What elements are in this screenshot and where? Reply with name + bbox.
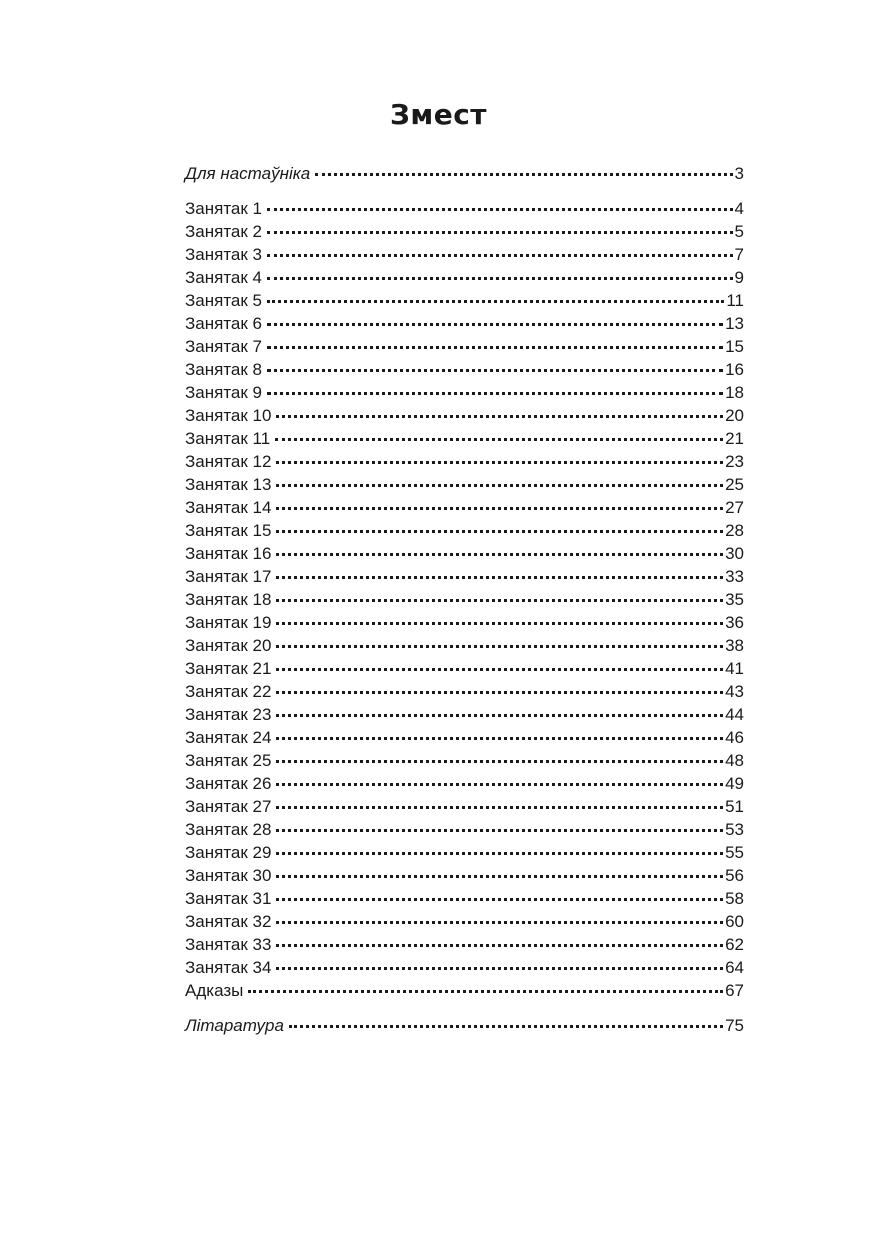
toc-entry [185, 680, 744, 703]
toc-entry-page-number: 41 [725, 659, 744, 678]
toc-entry-label: Занятак 32 [185, 912, 272, 931]
toc-entry [185, 496, 744, 519]
toc-entry-label: Занятак 15 [185, 521, 272, 540]
toc-entry-page-number: 25 [725, 475, 744, 494]
toc-entry [185, 519, 744, 542]
toc-entry-label: Занятак 3 [185, 245, 262, 264]
page-title: Змест [389, 98, 488, 131]
toc-entry-label: Літаратура [185, 1016, 284, 1035]
toc-entry [185, 864, 744, 887]
toc-entry-label: Занятак 34 [185, 958, 272, 977]
toc-entry-page-number: 53 [725, 820, 744, 839]
dot-leader [276, 967, 723, 970]
toc-entry-page-number: 56 [725, 866, 744, 885]
toc-entry-label: Занятак 26 [185, 774, 272, 793]
toc-entry-label: Занятак 31 [185, 889, 272, 908]
dot-leader [315, 173, 732, 176]
toc-entry-label: Занятак 23 [185, 705, 272, 724]
toc-entry-label: Занятак 11 [185, 429, 271, 448]
dot-leader [267, 254, 733, 257]
toc-entry-label: Занятак 28 [185, 820, 272, 839]
dot-leader [276, 921, 723, 924]
toc-entry-page-number: 18 [725, 383, 744, 402]
toc-entry [185, 887, 744, 910]
toc-entry [185, 427, 744, 450]
toc-entry [185, 335, 744, 358]
toc-entry-page-number: 35 [725, 590, 744, 609]
toc-entry [185, 220, 744, 243]
toc-entry-page-number: 67 [725, 981, 744, 1000]
toc-entry [185, 749, 744, 772]
toc-entry-page-number: 11 [726, 291, 744, 310]
toc-entry [185, 933, 744, 956]
toc-entry-page-number: 64 [725, 958, 744, 977]
toc-entry-page-number: 48 [725, 751, 744, 770]
dot-leader [267, 346, 723, 349]
toc-entry-page-number: 15 [725, 337, 744, 356]
dot-leader [248, 990, 723, 993]
toc-entry-page-number: 27 [725, 498, 744, 517]
toc-entry-label: Занятак 2 [185, 222, 262, 241]
toc-entry-page-number: 13 [725, 314, 744, 333]
dot-leader [276, 507, 723, 510]
toc-entry-label: Занятак 5 [185, 291, 262, 310]
dot-leader [276, 691, 723, 694]
dot-leader [276, 415, 723, 418]
dot-leader [276, 944, 723, 947]
toc-entry-label: Занятак 13 [185, 475, 272, 494]
dot-leader [276, 553, 723, 556]
toc-entry [185, 956, 744, 979]
toc-entry-label: Занятак 19 [185, 613, 272, 632]
toc-entry-label: Занятак 4 [185, 268, 262, 287]
toc-entry-page-number: 7 [734, 245, 744, 264]
toc-entry-label: Занятак 7 [185, 337, 262, 356]
toc-entry-page-number: 43 [725, 682, 744, 701]
toc-entry-label: Занятак 6 [185, 314, 262, 333]
toc-entry [185, 1014, 744, 1037]
dot-leader [267, 231, 733, 234]
toc-entry-page-number: 36 [725, 613, 744, 632]
toc-entry-page-number: 60 [725, 912, 744, 931]
dot-leader [267, 208, 733, 211]
toc-entry-page-number: 49 [725, 774, 744, 793]
toc-entry-page-number: 9 [734, 268, 744, 287]
toc-entry [185, 703, 744, 726]
toc-entry-page-number: 51 [725, 797, 744, 816]
dot-leader [276, 783, 723, 786]
dot-leader [276, 599, 723, 602]
dot-leader [276, 806, 723, 809]
toc-entry [185, 565, 744, 588]
toc-entry [185, 473, 744, 496]
toc-entry-label: Занятак 17 [185, 567, 272, 586]
dot-leader [276, 530, 723, 533]
dot-leader [276, 576, 723, 579]
toc-entry [185, 450, 744, 473]
dot-leader [289, 1025, 723, 1028]
toc-entry [185, 162, 744, 185]
toc-entry-page-number: 28 [725, 521, 744, 540]
toc-entry-label: Занятак 22 [185, 682, 272, 701]
dot-leader [276, 898, 723, 901]
dot-leader [267, 323, 723, 326]
toc-entry-label: Занятак 10 [185, 406, 272, 425]
toc-entry-page-number: 20 [725, 406, 744, 425]
toc-entry [185, 243, 744, 266]
dot-leader [276, 737, 723, 740]
dot-leader [267, 369, 723, 372]
toc-entry-label: Занятак 16 [185, 544, 272, 563]
toc-entry-label: Занятак 1 [185, 199, 262, 218]
toc-entry-page-number: 33 [725, 567, 744, 586]
toc-entry-page-number: 38 [725, 636, 744, 655]
toc-entry-label: Занятак 25 [185, 751, 272, 770]
dot-leader [275, 438, 723, 441]
toc-entry-page-number: 30 [725, 544, 744, 563]
toc-entry-label: Занятак 21 [185, 659, 272, 678]
toc-entry-label: Занятак 27 [185, 797, 272, 816]
dot-leader [267, 277, 733, 280]
toc-entry [185, 266, 744, 289]
toc-entry-page-number: 55 [725, 843, 744, 862]
toc-entry-page-number: 23 [725, 452, 744, 471]
toc-entry [185, 795, 744, 818]
toc-entry [185, 772, 744, 795]
dot-leader [276, 875, 723, 878]
toc-entry [185, 404, 744, 427]
toc-entry [185, 726, 744, 749]
dot-leader [276, 622, 723, 625]
toc-entry-page-number: 16 [725, 360, 744, 379]
toc-entry [185, 381, 744, 404]
toc-entry [185, 657, 744, 680]
toc-entry [185, 312, 744, 335]
toc-entry-page-number: 46 [725, 728, 744, 747]
toc-entry-page-number: 4 [734, 199, 744, 218]
toc-entry [185, 197, 744, 220]
toc-entry-label: Занятак 12 [185, 452, 272, 471]
dot-leader [276, 829, 723, 832]
toc-entry-label: Занятак 33 [185, 935, 272, 954]
table-of-contents [185, 162, 744, 1037]
toc-entry-label: Адказы [185, 981, 244, 1000]
toc-entry [185, 289, 744, 312]
toc-entry [185, 910, 744, 933]
dot-leader [276, 714, 723, 717]
dot-leader [276, 484, 723, 487]
dot-leader [276, 852, 723, 855]
toc-entry [185, 841, 744, 864]
dot-leader [276, 760, 723, 763]
toc-entry [185, 588, 744, 611]
toc-entry-label: Занятак 20 [185, 636, 272, 655]
toc-entry-label: Для настаўніка [185, 164, 311, 183]
toc-entry-page-number: 21 [725, 429, 744, 448]
dot-leader [276, 645, 723, 648]
toc-entry [185, 979, 744, 1002]
toc-entry-label: Занятак 8 [185, 360, 262, 379]
toc-entry-label: Занятак 24 [185, 728, 272, 747]
toc-entry [185, 818, 744, 841]
toc-entry-page-number: 5 [734, 222, 744, 241]
toc-entry [185, 358, 744, 381]
toc-entry [185, 611, 744, 634]
toc-entry-page-number: 44 [725, 705, 744, 724]
toc-entry-label: Занятак 18 [185, 590, 272, 609]
toc-entry [185, 634, 744, 657]
toc-entry-page-number: 62 [725, 935, 744, 954]
toc-entry-page-number: 75 [725, 1016, 744, 1035]
dot-leader [267, 392, 723, 395]
toc-entry-label: Занятак 14 [185, 498, 272, 517]
toc-entry-label: Занятак 30 [185, 866, 272, 885]
dot-leader [267, 300, 724, 303]
toc-entry-page-number: 3 [734, 164, 744, 183]
toc-entry-label: Занятак 29 [185, 843, 272, 862]
toc-entry [185, 542, 744, 565]
toc-entry-page-number: 58 [725, 889, 744, 908]
dot-leader [276, 461, 723, 464]
toc-entry-label: Занятак 9 [185, 383, 262, 402]
dot-leader [276, 668, 723, 671]
